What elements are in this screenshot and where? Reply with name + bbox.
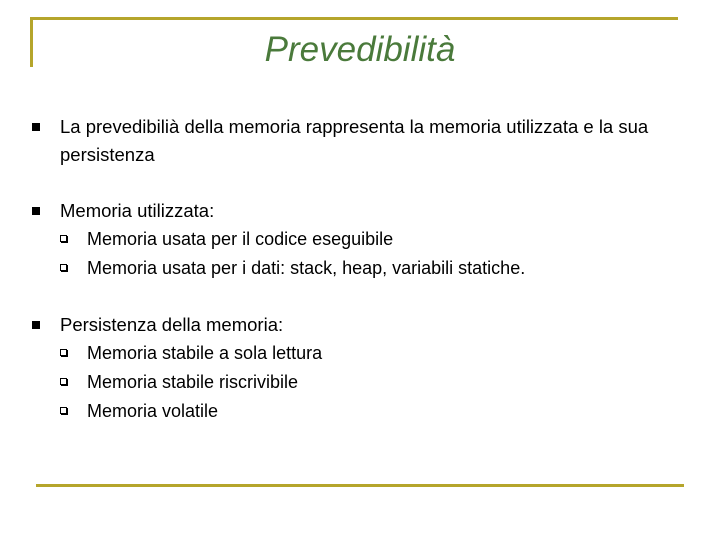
hollow-square-bullet-icon [60,264,67,271]
square-bullet-icon [32,321,40,329]
hollow-square-bullet-icon [60,235,67,242]
square-bullet-icon [32,207,40,215]
frame-top-line [30,17,678,20]
sub-bullet-item [60,368,702,397]
bullet-text: La prevedibilià della memoria rappresenta la memoria utilizzata e la sua persistenza [60,116,649,165]
square-bullet-icon [32,123,40,131]
sub-bullet-item [60,225,702,254]
hollow-square-bullet-icon [60,378,67,385]
slide-content [32,113,702,426]
sub-bullet-item [60,254,702,283]
bullet-text: Persistenza della memoria: [60,314,284,335]
sub-bullet-text: Memoria stabile riscrivibile [87,372,299,392]
sub-bullet-text: Memoria volatile [87,401,219,421]
bullet-item [32,197,702,283]
frame-bottom-line [36,484,684,487]
hollow-square-bullet-icon [60,407,67,414]
sub-bullet-text: Memoria usata per il codice eseguibile [87,229,394,249]
sub-bullet-item [60,397,702,426]
bullet-item [32,113,702,169]
slide-title: Prevedibilità [264,30,456,69]
bullet-text: Memoria utilizzata: [60,200,215,221]
sub-bullet-text: Memoria stabile a sola lettura [87,343,323,363]
bullet-item [32,311,702,426]
sub-bullet-item [60,339,702,368]
hollow-square-bullet-icon [60,349,67,356]
sub-bullet-text: Memoria usata per i dati: stack, heap, variabili statiche. [87,258,526,278]
